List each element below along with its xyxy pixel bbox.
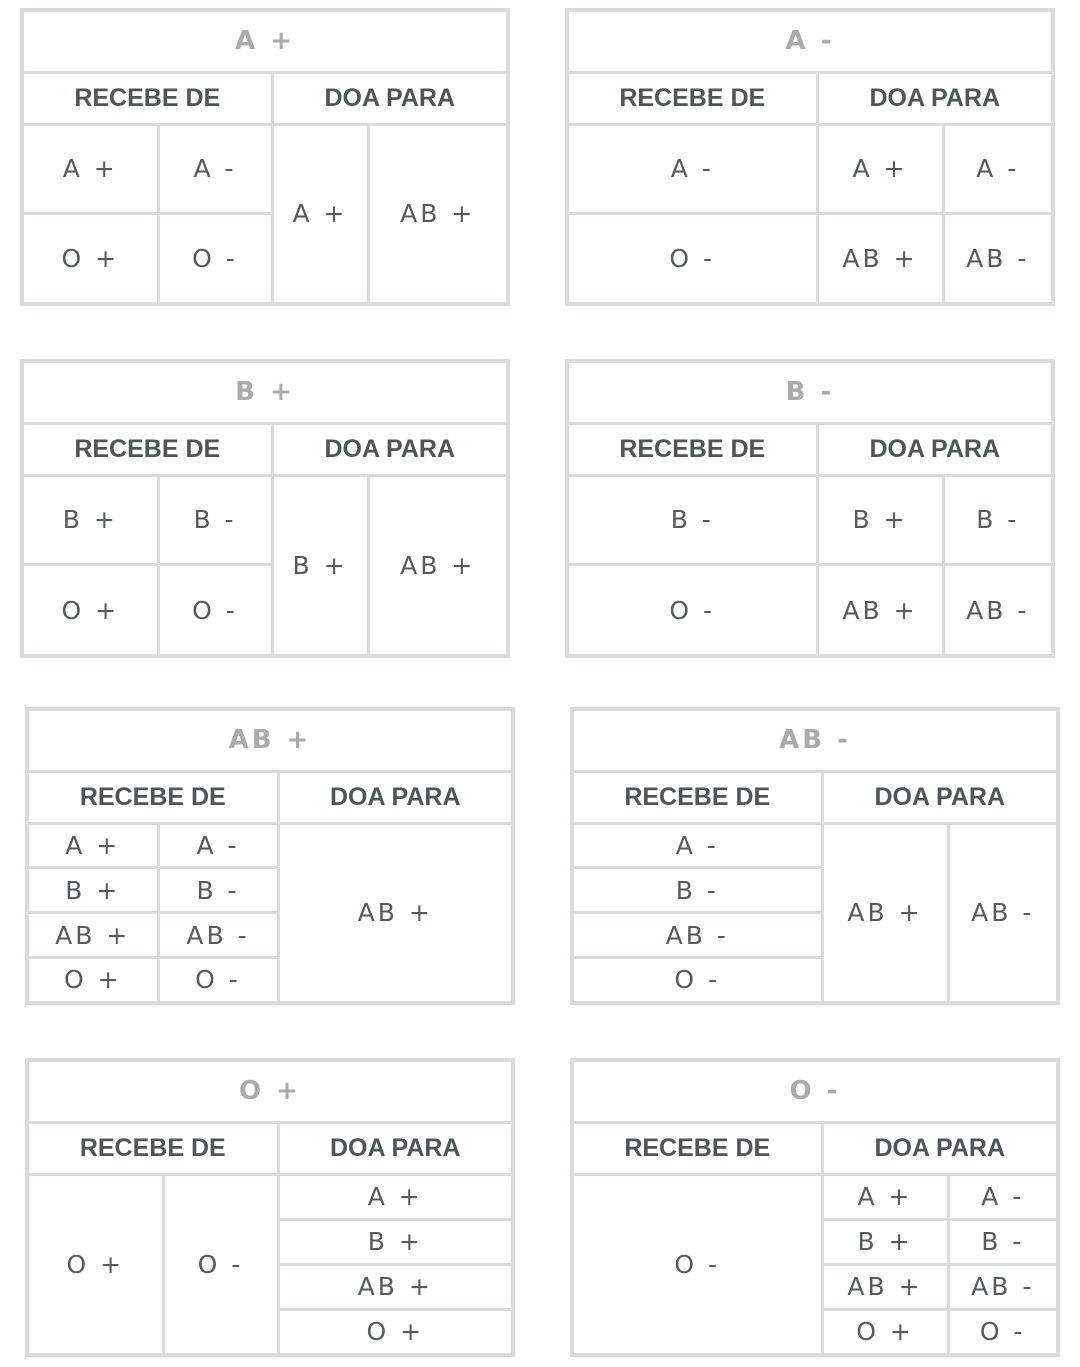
receives-header: RECEBE DE [27, 771, 278, 823]
blood-type-title: A - [567, 10, 1053, 72]
donates-header: DOA PARA [822, 771, 1058, 823]
receives-header: RECEBE DE [572, 771, 822, 823]
blood-table-a-neg [565, 8, 1055, 306]
receives-cell: B - [567, 475, 817, 565]
donates-header: DOA PARA [817, 423, 1053, 475]
receives-cell: O + [27, 1174, 163, 1355]
blood-table-ab-pos [25, 707, 515, 1005]
donates-cell: A + [272, 124, 368, 304]
donates-cell: A - [948, 1174, 1058, 1219]
receives-header: RECEBE DE [27, 1122, 278, 1174]
blood-table-b-pos [20, 359, 510, 658]
donates-cell: B - [943, 475, 1053, 565]
donates-cell: O - [948, 1309, 1058, 1355]
donates-cell: AB + [368, 475, 508, 656]
donates-header: DOA PARA [272, 72, 508, 124]
receives-cell: A - [158, 823, 278, 868]
receives-cell: B + [22, 475, 158, 565]
receives-cell: AB - [158, 913, 278, 958]
blood-table-ab-neg [570, 707, 1060, 1005]
receives-cell: O - [163, 1174, 278, 1355]
donates-cell: AB + [278, 823, 513, 1003]
receives-cell: A - [567, 124, 817, 213]
receives-cell: A + [22, 124, 158, 213]
receives-header: RECEBE DE [567, 72, 817, 124]
blood-type-title: B - [567, 361, 1053, 423]
donates-header: DOA PARA [822, 1122, 1058, 1174]
receives-cell: B - [158, 868, 278, 913]
receives-cell: O - [158, 957, 278, 1003]
donates-header: DOA PARA [817, 72, 1053, 124]
receives-cell: AB + [27, 913, 158, 958]
donates-header: DOA PARA [278, 1122, 513, 1174]
donates-header: DOA PARA [278, 771, 513, 823]
donates-cell: AB + [822, 823, 948, 1003]
receives-cell: O - [567, 565, 817, 656]
receives-header: RECEBE DE [567, 423, 817, 475]
receives-cell: A - [158, 124, 272, 213]
blood-type-title: AB - [572, 709, 1058, 771]
donates-cell: A - [943, 124, 1053, 213]
blood-type-title: A + [22, 10, 508, 72]
blood-table-o-neg [570, 1058, 1060, 1357]
receives-cell: O - [158, 213, 272, 304]
donates-cell: O + [278, 1309, 513, 1355]
donates-cell: A + [817, 124, 943, 213]
receives-cell: O - [572, 1174, 822, 1355]
blood-type-title: O - [572, 1060, 1058, 1122]
donates-cell: AB + [368, 124, 508, 304]
receives-cell: O + [22, 213, 158, 304]
donates-cell: B - [948, 1219, 1058, 1264]
receives-header: RECEBE DE [572, 1122, 822, 1174]
donates-cell: AB - [943, 565, 1053, 656]
donates-cell: B + [278, 1219, 513, 1264]
blood-type-title: O + [27, 1060, 513, 1122]
receives-cell: O + [27, 957, 158, 1003]
donates-cell: B + [822, 1219, 948, 1264]
receives-cell: B - [572, 868, 822, 913]
receives-header: RECEBE DE [22, 72, 272, 124]
donates-cell: AB + [822, 1264, 948, 1309]
receives-cell: B + [27, 868, 158, 913]
receives-cell: O - [158, 565, 272, 656]
donates-cell: A + [822, 1174, 948, 1219]
donates-cell: AB + [817, 213, 943, 304]
blood-type-title: B + [22, 361, 508, 423]
receives-cell: O - [572, 957, 822, 1003]
donates-cell: B + [817, 475, 943, 565]
receives-cell: O - [567, 213, 817, 304]
donates-cell: B + [272, 475, 368, 656]
donates-cell: A + [278, 1174, 513, 1219]
donates-cell: AB - [948, 1264, 1058, 1309]
receives-cell: B - [158, 475, 272, 565]
donates-cell: AB + [278, 1264, 513, 1309]
donates-cell: AB - [948, 823, 1058, 1003]
receives-cell: O + [22, 565, 158, 656]
donates-header: DOA PARA [272, 423, 508, 475]
donates-cell: O + [822, 1309, 948, 1355]
blood-table-o-pos [25, 1058, 515, 1357]
receives-cell: A - [572, 823, 822, 868]
blood-table-a-pos [20, 8, 510, 306]
blood-type-title: AB + [27, 709, 513, 771]
donates-cell: AB + [817, 565, 943, 656]
receives-cell: AB - [572, 913, 822, 958]
receives-cell: A + [27, 823, 158, 868]
blood-table-b-neg [565, 359, 1055, 658]
receives-header: RECEBE DE [22, 423, 272, 475]
donates-cell: AB - [943, 213, 1053, 304]
